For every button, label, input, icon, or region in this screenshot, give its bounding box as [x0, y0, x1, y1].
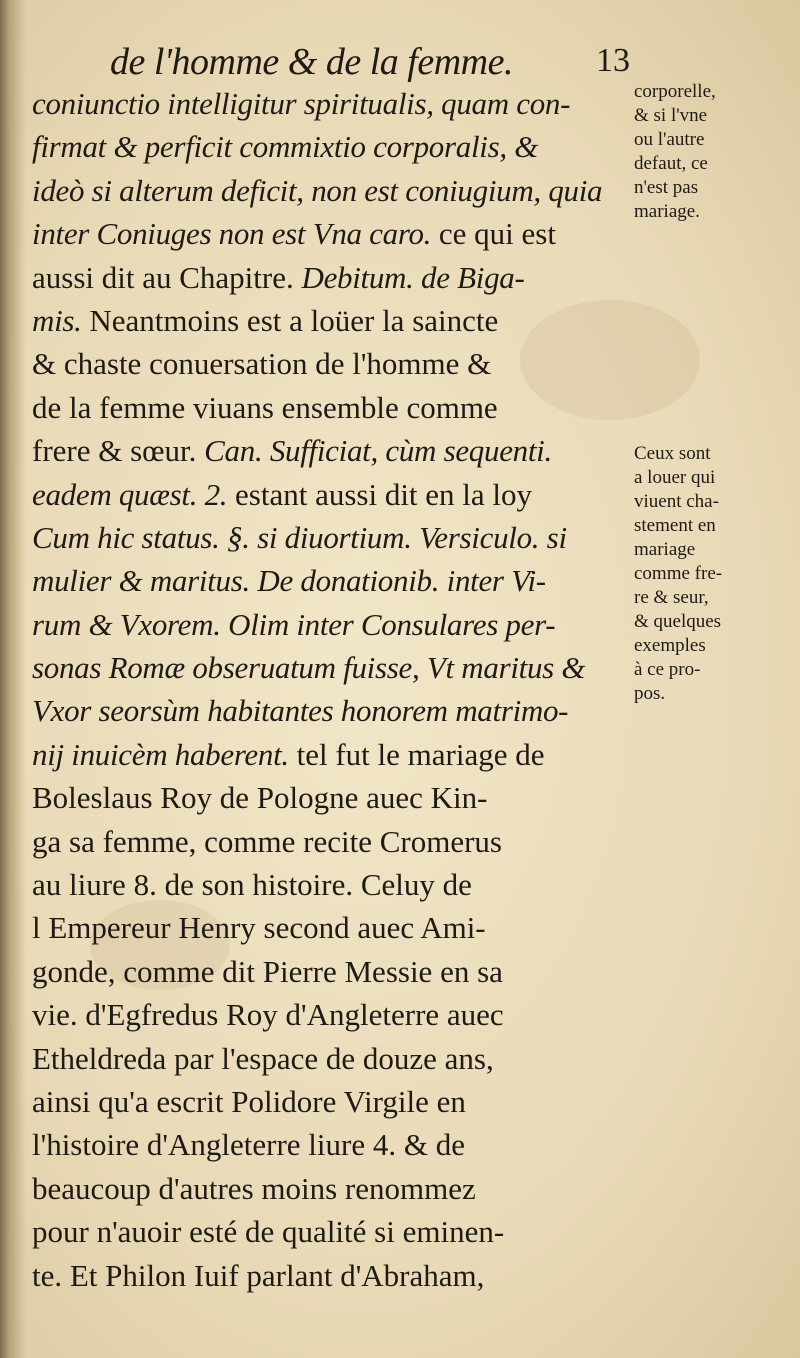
text-line	[32, 820, 628, 863]
text-line	[32, 993, 628, 1036]
text-line	[32, 82, 628, 125]
text-line	[32, 516, 628, 559]
roman-segment: Boleslaus Roy de Pologne auec Kin-	[32, 780, 488, 816]
italic-segment: mulier & maritus. De donationib. inter Vi-	[32, 563, 546, 599]
text-line	[32, 1254, 628, 1297]
italic-segment: eadem quæst. 2.	[32, 476, 228, 512]
margin-note-line: exemples	[634, 635, 706, 656]
margin-note-line: pos.	[634, 683, 666, 704]
roman-segment: ce qui est	[431, 216, 556, 252]
text-line	[32, 1167, 628, 1210]
margin-note-line: & si l'vne	[634, 105, 708, 126]
roman-segment: Neantmoins est a loüer la saincte	[81, 302, 499, 338]
margin-note-line: re & seur,	[634, 587, 709, 608]
italic-segment: Vxor seorsùm habitantes honorem matrimo-	[32, 693, 569, 729]
text-line	[32, 1037, 628, 1080]
text-line	[32, 473, 628, 516]
text-line	[32, 429, 628, 472]
text-line	[32, 256, 628, 299]
roman-segment: aussi dit au Chapitre.	[32, 259, 302, 295]
roman-segment: de la femme viuans ensemble comme	[32, 389, 498, 425]
roman-segment: ga sa femme, comme recite Cromerus	[32, 823, 502, 859]
margin-note-line: viuent cha-	[634, 491, 719, 512]
roman-segment: frere & sœur.	[32, 433, 205, 469]
text-line	[32, 1080, 628, 1123]
gutter-shadow	[0, 0, 26, 1358]
roman-segment: gonde, comme dit Pierre Messie en sa	[32, 953, 503, 989]
text-line	[32, 125, 628, 168]
roman-segment: vie. d'Egfredus Roy d'Angleterre auec	[32, 997, 504, 1033]
roman-segment: Etheldreda par l'espace de douze ans,	[32, 1040, 494, 1076]
margin-note	[634, 442, 784, 706]
margin-note-line: n'est pas	[634, 177, 699, 198]
roman-segment: l'histoire d'Angleterre liure 4. & de	[32, 1127, 465, 1163]
margin-note-line: & quelques	[634, 611, 722, 632]
italic-segment: firmat & perficit commixtio corporalis, &	[32, 129, 539, 165]
roman-segment: & chaste conuersation de l'homme &	[32, 346, 492, 382]
italic-segment: mis.	[32, 302, 82, 338]
margin-note-line: ou l'autre	[634, 129, 705, 150]
roman-segment: tel fut le mariage de	[288, 736, 545, 772]
text-line	[32, 906, 628, 949]
text-line	[32, 646, 628, 689]
text-line	[32, 386, 628, 429]
text-line	[32, 733, 628, 776]
margin-note-line: Ceux sont	[634, 443, 711, 464]
margin-note-line: comme fre-	[634, 563, 723, 584]
running-head-title: de l'homme & de la femme.	[110, 41, 513, 83]
text-line	[32, 212, 628, 255]
italic-segment: nij inuicèm haberent.	[32, 736, 289, 772]
roman-segment: pour n'auoir esté de qualité si eminen-	[32, 1214, 505, 1250]
roman-segment: au liure 8. de son histoire. Celuy de	[32, 867, 472, 903]
margin-note-line: a louer qui	[634, 467, 716, 488]
margin-note-line: mariage.	[634, 201, 700, 222]
italic-segment: Can. Sufficiat, cùm sequenti.	[204, 433, 552, 469]
page-number: 13	[596, 42, 630, 79]
italic-segment: coniunctio intelligitur spiritualis, quam con-	[32, 86, 571, 121]
margin-note-line: mariage	[634, 539, 696, 560]
text-line	[32, 689, 628, 732]
italic-segment: Cum hic status. §. si diuortium. Versiculo. si	[32, 519, 567, 555]
italic-segment: rum & Vxorem. Olim inter Consulares per-	[32, 606, 556, 642]
margin-note-line: corporelle,	[634, 81, 716, 102]
margin-note	[634, 80, 784, 224]
roman-segment: beaucoup d'autres moins renommez	[32, 1170, 476, 1206]
roman-segment: ainsi qu'a escrit Polidore Virgile en	[32, 1083, 466, 1119]
text-line	[32, 776, 628, 819]
italic-segment: sonas Romæ obseruatum fuisse, Vt maritus &	[32, 650, 586, 686]
margin-note-line: defaut, ce	[634, 153, 708, 174]
text-line	[32, 603, 628, 646]
text-line	[32, 169, 628, 212]
text-line	[32, 559, 628, 602]
margin-note-line: stement en	[634, 515, 716, 536]
italic-segment: Debitum. de Biga-	[301, 259, 525, 295]
text-line	[32, 1210, 628, 1253]
italic-segment: inter Coniuges non est Vna caro.	[32, 216, 432, 252]
main-text-column	[32, 82, 628, 1297]
text-line	[32, 950, 628, 993]
text-line	[32, 299, 628, 342]
italic-segment: ideò si alterum deficit, non est coniugium, quia	[32, 172, 603, 208]
text-line	[32, 1123, 628, 1166]
margin-note-line: à ce pro-	[634, 659, 701, 680]
roman-segment: te. Et Philon Iuif parlant d'Abraham,	[32, 1257, 485, 1293]
roman-segment: estant aussi dit en la loy	[227, 476, 533, 512]
text-line	[32, 863, 628, 906]
text-line	[32, 342, 628, 385]
roman-segment: l Empereur Henry second auec Ami-	[32, 910, 486, 946]
